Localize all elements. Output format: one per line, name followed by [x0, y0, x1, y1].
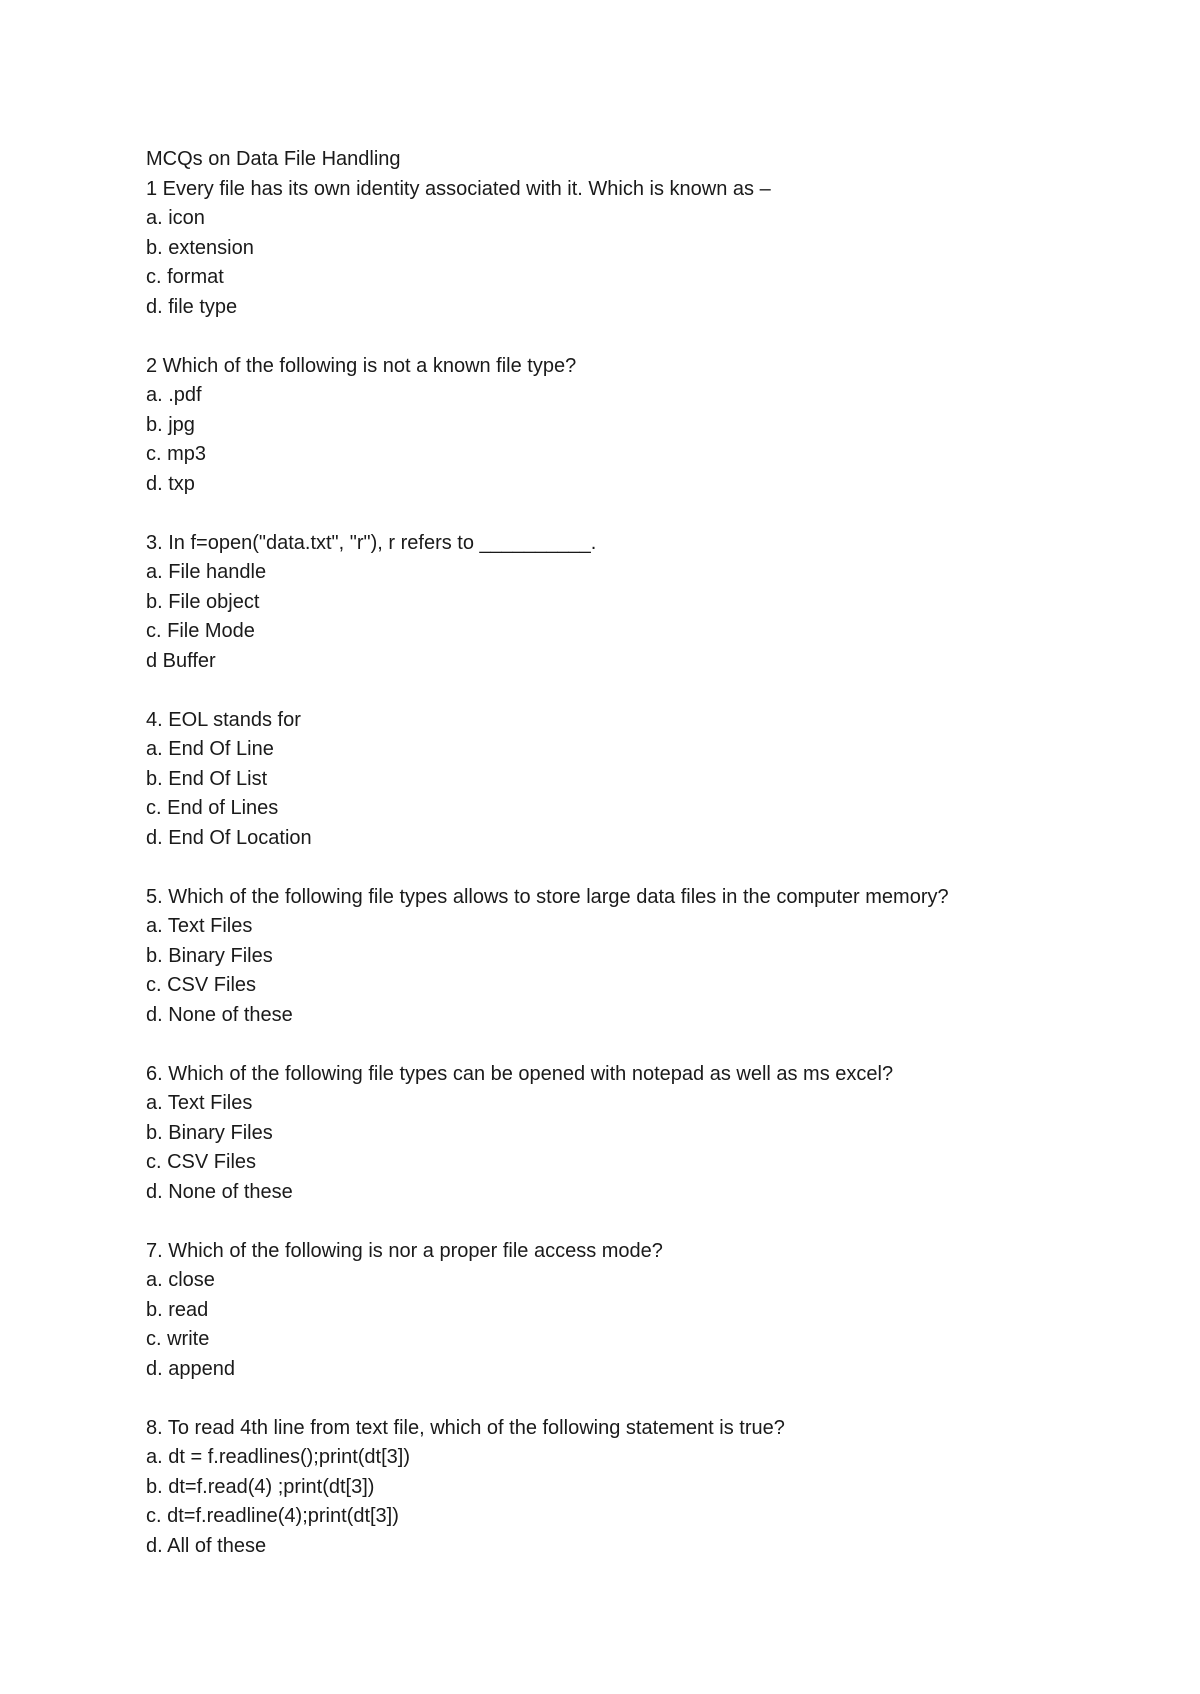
option-b: b. File object [146, 590, 260, 613]
question-text: 8. To read 4th line from text file, which of the following statement is true? [146, 1416, 785, 1439]
document-page [146, 145, 1146, 1561]
option-b: b. jpg [146, 413, 195, 436]
question-text: 6. Which of the following file types can be opened with notepad as well as ms excel? [146, 1062, 894, 1085]
question-text: 2 Which of the following is not a known file type? [146, 354, 577, 377]
option-d: d. None of these [146, 1180, 293, 1203]
spacer [146, 499, 1146, 529]
option-a: a. .pdf [146, 384, 202, 406]
option-a: a. icon [146, 207, 205, 229]
question-block-2 [146, 352, 1146, 500]
option-d: d. End Of Location [146, 826, 312, 849]
option-a: a. dt = f.readlines();print(dt[3]) [146, 1446, 411, 1468]
spacer [146, 1384, 1146, 1414]
option-b: b. dt=f.read(4) ;print(dt[3]) [146, 1475, 375, 1498]
option-b: b. read [146, 1298, 209, 1321]
question-block-4 [146, 706, 1146, 854]
option-c: c. CSV Files [146, 974, 257, 996]
option-c: c. dt=f.readline(4);print(dt[3]) [146, 1505, 399, 1527]
option-c: c. write [146, 1328, 210, 1350]
spacer [146, 1030, 1146, 1060]
option-c: c. File Mode [146, 620, 255, 642]
option-a: a. File handle [146, 561, 267, 583]
option-c: c. format [146, 266, 224, 288]
option-d: d. None of these [146, 1003, 293, 1026]
document-title: MCQs on Data File Handling [146, 148, 401, 170]
option-d: d. file type [146, 295, 238, 318]
spacer [146, 1207, 1146, 1237]
spacer [146, 853, 1146, 883]
question-block-3 [146, 529, 1146, 677]
spacer [146, 322, 1146, 352]
option-b: b. Binary Files [146, 1121, 273, 1144]
option-b: b. Binary Files [146, 944, 273, 967]
option-a: a. End Of Line [146, 738, 274, 760]
question-block-8 [146, 1414, 1146, 1562]
option-d: d Buffer [146, 649, 216, 672]
question-block-6 [146, 1060, 1146, 1208]
question-block-5 [146, 883, 1146, 1031]
option-b: b. End Of List [146, 767, 268, 790]
option-c: c. mp3 [146, 443, 207, 465]
question-text: 4. EOL stands for [146, 708, 301, 731]
option-a: a. close [146, 1269, 215, 1291]
question-block-1 [146, 175, 1146, 323]
option-d: d. append [146, 1357, 235, 1380]
option-a: a. Text Files [146, 1092, 253, 1114]
question-text: 3. In f=open("data.txt", "r"), r refers to __________. [146, 531, 597, 554]
option-d: d. All of these [146, 1534, 267, 1557]
question-text: 7. Which of the following is nor a proper file access mode? [146, 1239, 663, 1262]
option-c: c. CSV Files [146, 1151, 257, 1173]
question-text: 1 Every file has its own identity associated with it. Which is known as – [146, 177, 771, 200]
option-c: c. End of Lines [146, 797, 279, 819]
option-d: d. txp [146, 472, 195, 495]
spacer [146, 676, 1146, 706]
option-b: b. extension [146, 236, 254, 259]
question-block-7 [146, 1237, 1146, 1385]
option-a: a. Text Files [146, 915, 253, 937]
question-text: 5. Which of the following file types allows to store large data files in the computer memory? [146, 885, 949, 908]
